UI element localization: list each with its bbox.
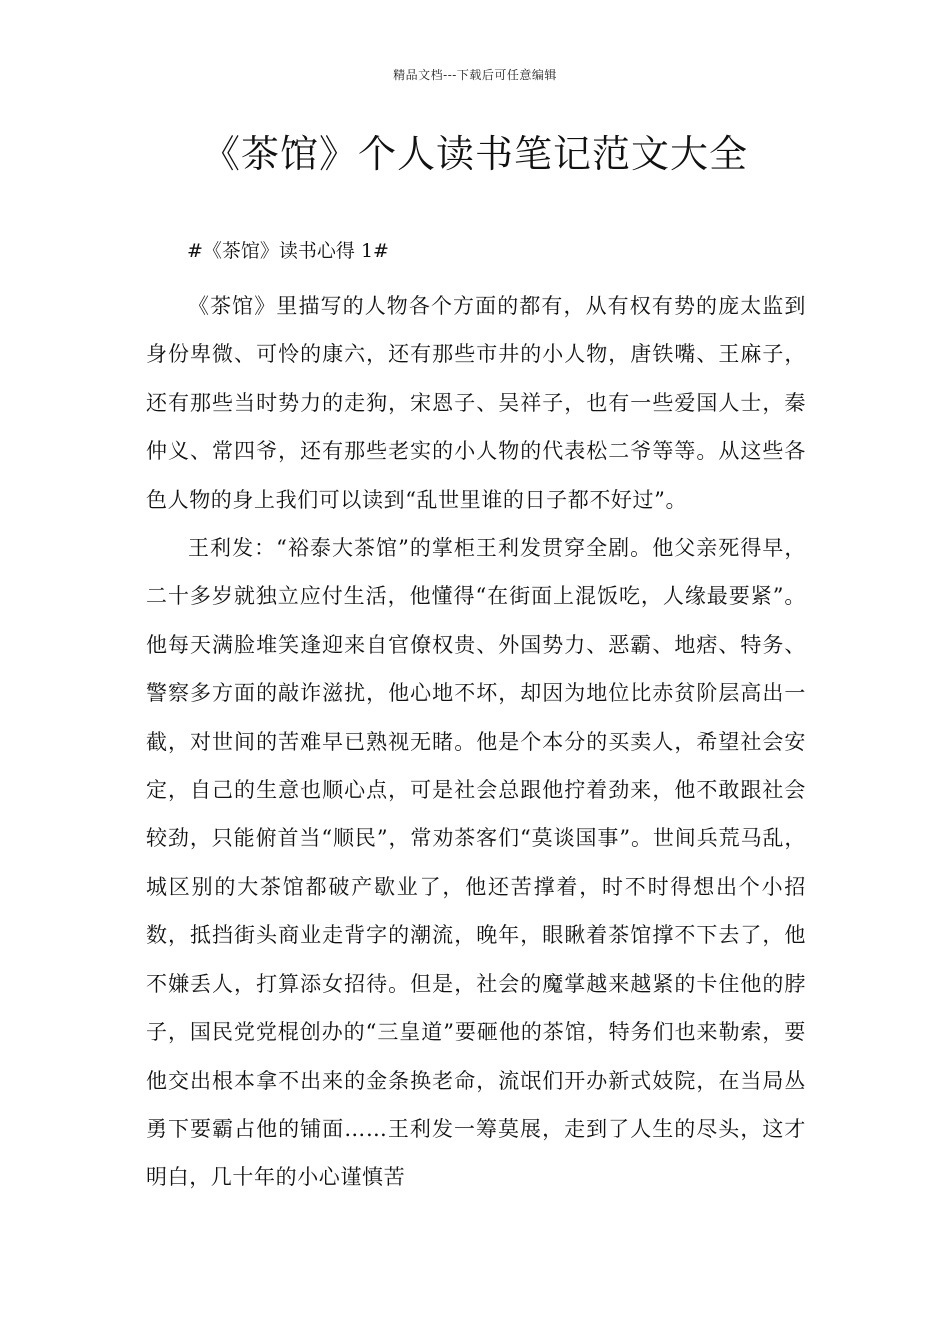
section-heading: #《茶馆》读书心得 1# <box>187 240 389 262</box>
paragraph: 《茶馆》里描写的人物各个方面的都有，从有权有势的庞太监到身份卑微、可怜的康六，还有那些市井的小人物，唐铁嘴、王麻子，还有那些当时势力的走狗，宋恩子、吴祥子，也有一些爱国人士，秦仲义、常四爷，还有那些老实的小人物的代表松二爷等等。从这些各色人物的身上我们可以读到“乱世里谁的日子都不好过”。 <box>146 294 806 512</box>
paragraph: 王利发：“裕泰大茶馆”的掌柜王利发贯穿全剧。他父亲死得早，二十多岁就独立应付生活，他懂得“在街面上混饭吃，人缘最要紧”。他每天满脸堆笑逢迎来自官僚权贵、外国势力、恶霸、地痞、特务、警察多方面的敲诈滋扰，他心地不坏，却因为地位比赤贫阶层高出一截，对世间的苦难早已熟视无睹。他是个本分的买卖人，希望社会安定，自己的生意也顺心点，可是社会总跟他拧着劲来，他不敢跟社会较劲，只能俯首当“顺民”，常劝茶客们“莫谈国事”。世间兵荒马乱，城区别的大茶馆都破产歇业了，他还苦撑着，时不时得想出个小招数，抵挡街头商业走背字的潮流，晚年，眼瞅着茶馆撑不下去了，他不嫌丢人，打算添女招待。但是，社会的魔掌越来越紧的卡住他的脖子，国民党党棍创办的“三皇道”要砸他的茶馆，特务们也来勒索，要他交出根本拿不出来的金条换老命，流氓们开办新式妓院，在当局丛勇下要霸占他的铺面……王利发一筹莫展，走到了人生的尽头，这才明白，几十年的小心谨慎苦 <box>146 536 806 1190</box>
body-text <box>146 282 806 1202</box>
header-note: 精品文档---下载后可任意编辑 <box>393 68 557 82</box>
document-title: 《茶馆》个人读书笔记范文大全 <box>201 132 748 176</box>
